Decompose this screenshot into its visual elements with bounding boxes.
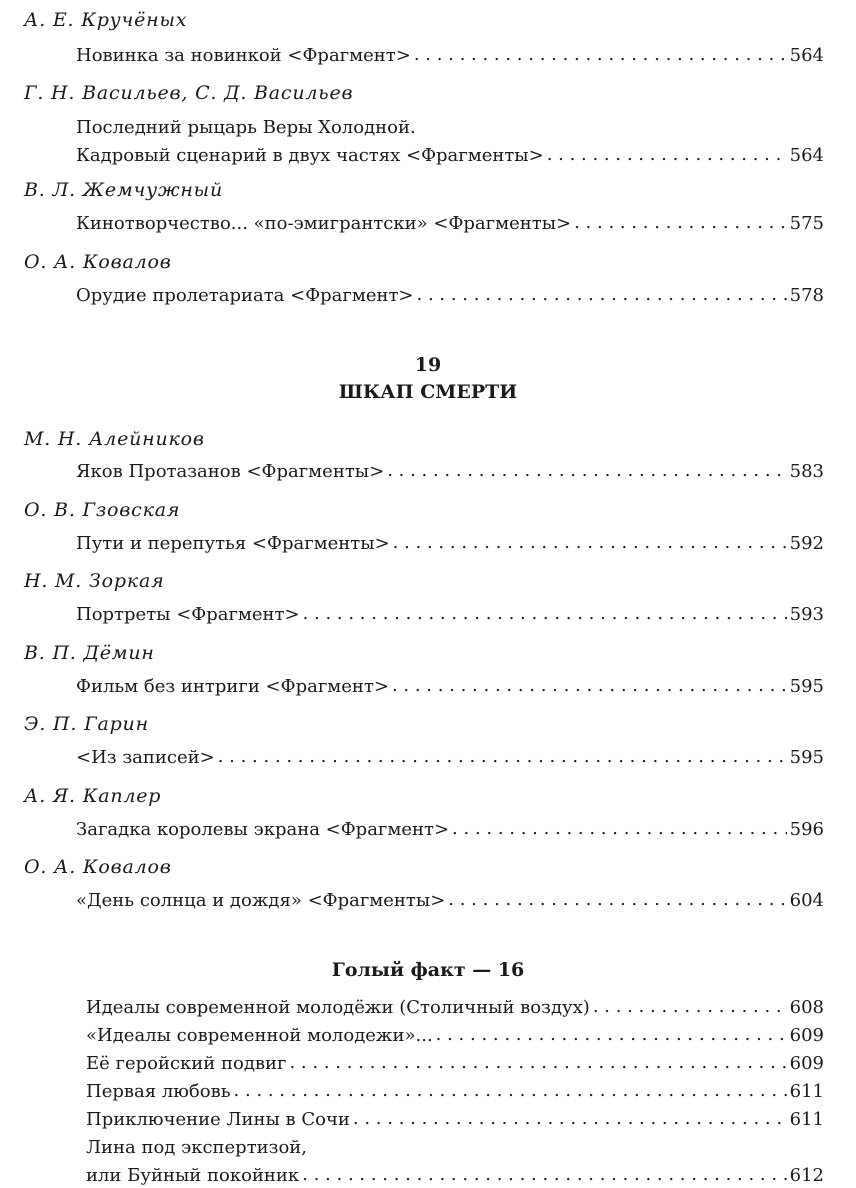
dot-leader — [234, 1078, 787, 1103]
page-number: 596 — [789, 819, 824, 840]
page-number: 604 — [789, 890, 824, 911]
entry-title: Загадка королевы экрана <Фрагмент> — [76, 819, 450, 840]
toc-entry — [76, 115, 824, 168]
entry-title: Идеалы современной молодёжи (Столичный воздух) — [86, 997, 590, 1018]
author-name: О. А. Ковалов — [24, 251, 172, 273]
dot-leader — [387, 458, 786, 483]
toc-entry — [76, 745, 824, 770]
page-number: 611 — [789, 1109, 824, 1130]
author-name: А. Е. Кручёных — [24, 9, 188, 31]
author-name: Н. М. Зоркая — [24, 570, 165, 592]
toc-entry — [76, 888, 824, 913]
entry-title: Последний рыцарь Веры Холодной. — [76, 117, 416, 138]
author-name: В. Л. Жемчужный — [24, 179, 223, 201]
dot-leader — [392, 673, 787, 698]
toc-entry — [86, 1079, 824, 1104]
dot-leader — [574, 210, 787, 235]
toc-entry — [76, 459, 824, 484]
dot-leader — [302, 1162, 786, 1187]
entry-title: Пути и перепутья <Фрагменты> — [76, 533, 390, 554]
entry-title: Портреты <Фрагмент> — [76, 604, 300, 625]
entry-title: Кинотворчество... «по-эмигрантски» <Фрагменты> — [76, 213, 572, 234]
dot-leader — [452, 816, 787, 841]
dot-leader — [303, 601, 787, 626]
entry-title: Фильм без интриги <Фрагмент> — [76, 676, 389, 697]
dot-leader — [448, 887, 786, 912]
page-number: 609 — [789, 1053, 824, 1074]
author-name: В. П. Дёмин — [24, 642, 155, 664]
author-name: О. А. Ковалов — [24, 856, 172, 878]
toc-entry — [86, 995, 824, 1020]
entry-title: или Буйный покойник — [86, 1165, 300, 1186]
page-number: 575 — [789, 213, 824, 234]
dot-leader — [218, 744, 787, 769]
entry-title: <Из записей> — [76, 747, 215, 768]
author-name: О. В. Гзовская — [24, 499, 181, 521]
dot-leader — [436, 1022, 787, 1047]
entry-title: Орудие пролетариата <Фрагмент> — [76, 285, 414, 306]
page-number: 564 — [789, 145, 824, 166]
page-number: 611 — [789, 1081, 824, 1102]
entry-title: Первая любовь — [86, 1081, 231, 1102]
dot-leader — [547, 142, 787, 167]
author-name: Г. Н. Васильев, С. Д. Васильев — [24, 82, 354, 104]
entry-title: Новинка за новинкой <Фрагмент> — [76, 45, 411, 66]
entry-title: Приключение Лины в Сочи — [86, 1109, 350, 1130]
toc-entry — [76, 602, 824, 627]
toc-entry — [76, 817, 824, 842]
chapter-number: 19 — [414, 354, 442, 376]
dot-leader — [353, 1106, 787, 1131]
entry-title: «Идеалы современной молодежи»... — [86, 1025, 433, 1046]
page-number: 578 — [789, 285, 824, 306]
toc-entry — [76, 211, 824, 236]
page-number: 592 — [789, 533, 824, 554]
page-number: 593 — [789, 604, 824, 625]
entry-title: Яков Протазанов <Фрагменты> — [76, 461, 385, 482]
toc-entry — [86, 1023, 824, 1048]
page-number: 583 — [789, 461, 824, 482]
entry-title: Кадровый сценарий в двух частях <Фрагменты> — [76, 145, 544, 166]
author-name: А. Я. Каплер — [24, 785, 162, 807]
page-number: 612 — [789, 1165, 824, 1186]
dot-leader — [417, 282, 787, 307]
entry-title: Её геройский подвиг — [86, 1053, 287, 1074]
toc-entry — [86, 1051, 824, 1076]
page-number: 595 — [789, 676, 824, 697]
toc-entry — [76, 283, 824, 308]
toc-entry — [76, 674, 824, 699]
page-number: 564 — [789, 45, 824, 66]
toc-entry — [86, 1107, 824, 1132]
toc-entry — [76, 43, 824, 68]
entry-title: «День солнца и дождя» <Фрагменты> — [76, 890, 446, 911]
entry-title: Лина под экспертизой, — [86, 1137, 308, 1158]
dot-leader — [414, 42, 787, 67]
dot-leader — [593, 994, 787, 1019]
page-number: 609 — [789, 1025, 824, 1046]
dot-leader — [393, 530, 787, 555]
chapter-title: ШКАП СМЕРТИ — [338, 381, 518, 403]
page-number: 608 — [789, 997, 824, 1018]
section-title: Голый факт — 16 — [331, 959, 525, 981]
author-name: М. Н. Алейников — [24, 428, 205, 450]
toc-entry — [76, 531, 824, 556]
toc-entry — [86, 1135, 824, 1188]
dot-leader — [289, 1050, 786, 1075]
author-name: Э. П. Гарин — [24, 713, 149, 735]
page-number: 595 — [789, 747, 824, 768]
